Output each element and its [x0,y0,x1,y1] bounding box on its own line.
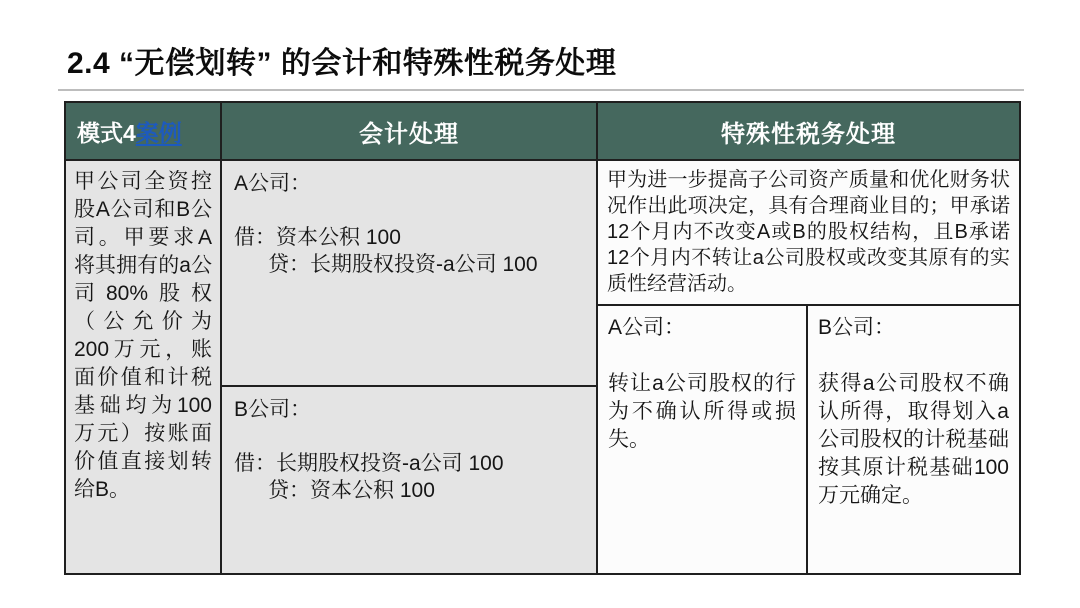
tax-summary-cell: 甲为进一步提高子公司资产质量和优化财务状况作出此项决定，具有合理商业目的；甲承诺12个月内不改变A或B的股权结构，且B承诺12个月内不转让a公司股权或改变其原有的实质性经营活动。 [598,161,1019,306]
accounting-a-debit-line: 借：资本公积 100 [234,226,401,249]
header-cell-mode [66,103,222,161]
accounting-cell-company-a [222,161,598,387]
header-cell-accounting: 会计处理 [222,103,598,161]
tax-a-title: A公司： [608,316,686,339]
accounting-b-debit-line: 借：长期股权投资-a公司 100 [234,452,504,475]
title-divider [58,89,1024,91]
accounting-a-credit-line: 贷：长期股权投资-a公司 100 [268,253,538,276]
accounting-a-title: A公司： [234,172,312,195]
tax-b-body: 获得a公司股权不确认所得，取得划入a公司股权的计税基础按其原计税基础100万元确定。 [818,372,1009,507]
accounting-cell-company-b [222,387,598,573]
header-cell-special-tax: 特殊性税务处理 [598,103,1019,161]
tax-b-title: B公司： [818,316,896,339]
scenario-cell: 甲公司全资控股A公司和B公司。甲要求A将其拥有的a公司80%股权（公允价为200万元，账面价值和计税基础均为100万元）按账面价值直接划转给B。 [66,161,222,573]
case-link[interactable]: 案例 [135,119,182,146]
tax-a-body: 转让a公司股权的行为不确认所得或损失。 [608,372,796,451]
treatment-table [64,101,1021,575]
accounting-b-credit-line: 贷：资本公积 100 [268,479,435,502]
header-mode-label: 模式4 [77,119,136,146]
accounting-b-title: B公司： [234,398,312,421]
tax-cell-company-b [808,306,1019,573]
tax-cell-company-a [598,306,808,573]
page-title: 2.4 “无偿划转” 的会计和特殊性税务处理 [67,47,617,80]
